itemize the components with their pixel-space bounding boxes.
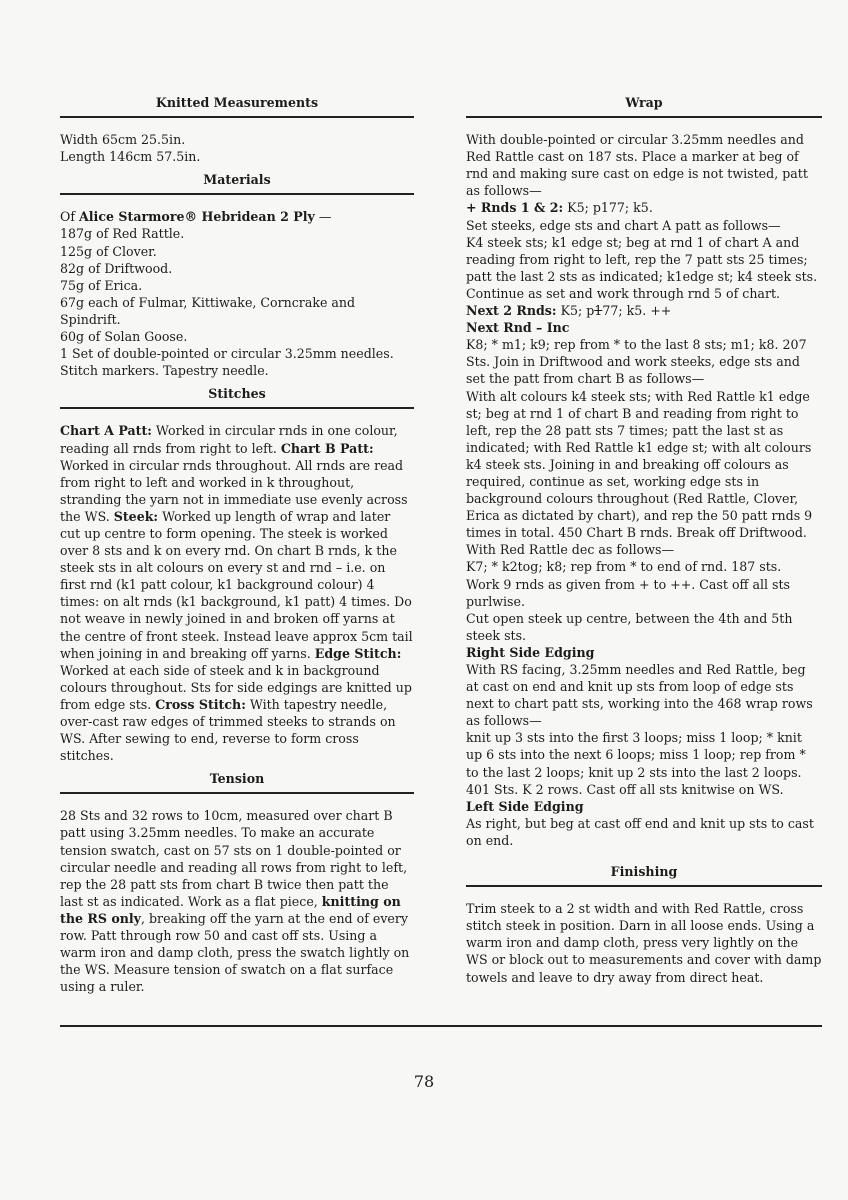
finishing-section <box>466 863 822 986</box>
section-title-wrap: Wrap <box>466 94 822 118</box>
stitches-paragraph <box>60 422 414 764</box>
section-title-tension: Tension <box>60 770 414 794</box>
wrap-p2: Set steeks, edge sts and chart A patt as follows— <box>466 217 781 233</box>
tension-section <box>60 770 414 995</box>
tension-bold: knitting on the RS only <box>60 893 401 926</box>
chart-a-label: Chart A Patt: <box>60 423 152 439</box>
rnds-1-2-label: + Rnds 1 & 2: <box>466 200 564 216</box>
wrap-p11: As right, but beg at cast off end and knit up sts to cast on end. <box>466 815 814 848</box>
wrap-p7: Work 9 rnds as given from + to ++. Cast off all sts purlwise. <box>466 576 791 609</box>
cross-stitch-text: With tapestry needle, over-cast raw edges of trimmed steeks to strands on WS. After sewing to end, reverse to form cross stitches. <box>60 696 396 764</box>
yarn-brand: Alice Starmore® Hebridean 2 Ply <box>79 209 315 225</box>
finishing-text: Trim steek to a 2 st width and with Red Rattle, cross stitch steek in position. Darn in all loose ends. Using a warm iron and damp cloth, press very lightly on the WS or block out to measurements and cover with damp towels and leave to dry away from direct heat. <box>466 901 822 985</box>
tension-text-b: , breaking off the yarn at the end of every row. Patt through row 50 and cast off sts. Using a warm iron and damp cloth, press the swatch lightly on the WS. Measure tension of swatch on a flat surface using a ruler. <box>60 910 410 995</box>
material-line: 75g of Erica. <box>60 277 143 293</box>
wrap-body <box>466 118 822 849</box>
next-2-rnds-text-b: 77; k5. ++ <box>602 303 672 319</box>
rnds-1-2-text: K5; p177; k5. <box>563 200 653 216</box>
chart-b-text: Worked in circular rnds throughout. All rnds are read from right to left and worked in k throughout, stranding the yarn not in immediate use evenly across the WS. <box>60 457 408 524</box>
section-title-finishing: Finishing <box>466 863 822 887</box>
left-side-edging-label: Left Side Edging <box>466 798 584 814</box>
next-2-rnds-label: Next 2 Rnds: <box>466 303 557 319</box>
edge-stitch-label: Edge Stitch: <box>314 645 402 661</box>
measurement-width: Width 65cm 25.5in. <box>60 132 186 148</box>
material-line: Stitch markers. Tapestry needle. <box>60 363 269 379</box>
next-2-rnds-text-a: K5; p <box>556 303 595 319</box>
wrap-p5: With alt colours k4 steek sts; with Red Rattle k1 edge st; beg at rnd 1 of chart B and reading from right to left, rep the 28 patt sts 7 times; patt the last st as indicated; with Red Rattle k1 edge st; with alt colours k4 steek sts. Joining in and breaking off colours as required, continue as set, working edge sts in background colours throughout (Red Rattle, Clover, Erica as dictated by chart), and rep the 50 patt rnds 9 times in total. 450 Chart B rnds. Break off Driftwood. With Red Rattle dec as follows— <box>466 388 813 558</box>
chart-a-text: Worked in circular rnds in one colour, reading all rnds from right to left. <box>60 423 398 456</box>
materials-section <box>60 171 414 379</box>
material-line: 82g of Driftwood. <box>60 260 173 276</box>
wrap-p1: With double-pointed or circular 3.25mm needles and Red Rattle cast on 187 sts. Place a marker at beg of rnd and making sure cast on edge is not twisted, patt as follows— <box>466 132 808 199</box>
wrap-p8: Cut open steek up centre, between the 4th and 5th steek sts. <box>466 610 793 643</box>
cross-stitch-label: Cross Stitch: <box>155 696 246 712</box>
materials-intro-suffix: — <box>314 209 332 225</box>
material-line: 1 Set of double-pointed or circular 3.25mm needles. <box>60 346 394 362</box>
materials-intro <box>60 208 414 225</box>
left-column <box>60 94 414 1001</box>
rnds-1-2 <box>466 199 822 216</box>
section-title-stitches: Stitches <box>60 385 414 409</box>
wrap-p10: knit up 3 sts into the first 3 loops; miss 1 loop; * knit up 6 sts into the next 6 loops; miss 1 loop; rep from * to the last 2 loops; knit up 2 sts into the last 2 loops. 401 Sts. K 2 rows. Cast off all sts knitwise on WS. <box>466 730 806 797</box>
tension-text-a: 28 Sts and 32 rows to 10cm, measured over chart B patt using 3.25mm needles. To make an accurate tension swatch, cast on 57 sts on 1 double-pointed or circular needle and reading all rows from right to left, rep the 28 patt sts from chart B twice then patt the last st as indicated. Work as a flat piece, <box>60 808 408 909</box>
next-rnd-inc-label: Next Rnd – Inc <box>466 320 570 336</box>
measurement-length: Length 146cm 57.5in. <box>60 149 201 165</box>
right-column <box>466 94 822 992</box>
stitches-body <box>60 409 414 764</box>
material-line: 187g of Red Rattle. <box>60 226 185 242</box>
wrap-p3: K4 steek sts; k1 edge st; beg at rnd 1 of chart A and reading from right to left, rep the 7 patt sts 25 times; patt the last 2 sts as indicated; k1edge st; k4 steek sts. Continue as set and work through rnd 5 of chart. <box>466 234 818 301</box>
materials-intro-prefix: Of <box>60 209 79 225</box>
knitted-measurements-section <box>60 94 414 165</box>
finishing-body <box>466 887 822 985</box>
stitches-section <box>60 385 414 764</box>
chart-b-label: Chart B Patt: <box>280 440 374 456</box>
edge-stitch-text: Worked at each side of steek and k in background colours throughout. Sts for side edgings are knitted up from edge sts. <box>60 662 412 712</box>
tension-body <box>60 794 414 995</box>
wrap-section <box>466 94 822 849</box>
footer-rule <box>60 1025 822 1027</box>
tension-paragraph <box>60 807 414 995</box>
material-line: 125g of Clover. <box>60 243 157 259</box>
section-title-knitted-measurements: Knitted Measurements <box>60 94 414 118</box>
material-line: 67g each of Fulmar, Kittiwake, Corncrake and Spindrift. <box>60 294 356 327</box>
materials-body <box>60 195 414 379</box>
steek-text: Worked up length of wrap and later cut up centre to form opening. The steek is worked over 8 sts and k on every rnd. On chart B rnds, k the steek sts in alt colours on every st and rnd – i.e. on first rnd (k1 patt colour, k1 background colour) 4 times: on alt rnds (k1 background, k1 patt) 4 times. Do not weave in newly joined in and broken off yarns at the centre of front steek. Instead leave approx 5cm tail when joining in and breaking off yarns. <box>60 508 413 661</box>
wrap-p6: K7; * k2tog; k8; rep from * to end of rnd. 187 sts. <box>466 559 782 575</box>
wrap-p9: With RS facing, 3.25mm needles and Red Rattle, beg at cast on end and knit up sts from loop of edge sts next to chart patt sts, working into the 468 wrap rows as follows— <box>466 662 813 729</box>
material-line: 60g of Solan Goose. <box>60 329 188 345</box>
next-2-rnds-strike: 1 <box>594 303 603 319</box>
right-side-edging-label: Right Side Edging <box>466 644 595 660</box>
measurements-body <box>60 118 414 165</box>
wrap-p4: K8; * m1; k9; rep from * to the last 8 sts; m1; k8. 207 Sts. Join in Driftwood and work steeks, edge sts and set the patt from chart B as follows— <box>466 337 807 387</box>
next-2-rnds <box>466 302 822 319</box>
page-number: 78 <box>413 1072 435 1091</box>
steek-label: Steek: <box>113 508 159 524</box>
section-title-materials: Materials <box>60 171 414 195</box>
